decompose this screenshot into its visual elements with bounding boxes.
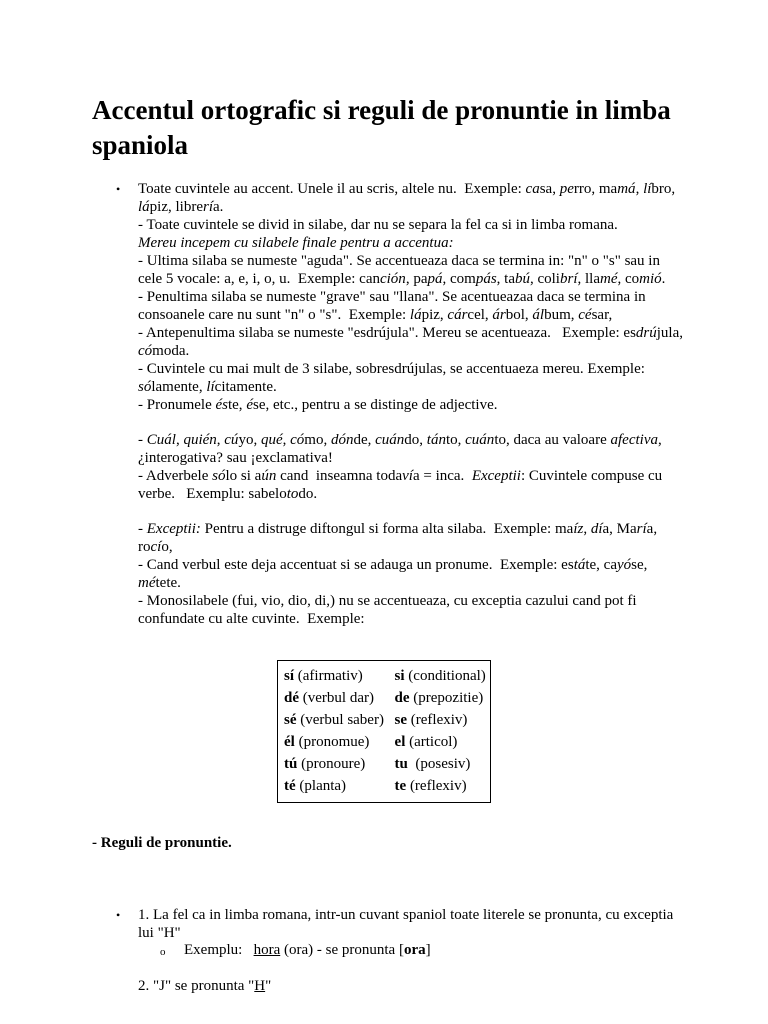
bullet-marker: • [116, 182, 121, 196]
word-meaning: (conditional) [404, 668, 486, 684]
word-meaning: (reflexiv) [406, 778, 467, 794]
table-row [278, 661, 491, 688]
table-cell [389, 731, 491, 753]
table-cell [278, 661, 389, 688]
accent-word: él [284, 734, 295, 750]
accent-word: te [394, 778, 407, 794]
section-title: - Reguli de pronuntie. [92, 835, 232, 851]
pronunciation-rule-1: 1. La fel ca in limba romana, intr-un cuvant spaniol toate literele se pronunta, cu exceptia lui "H" [138, 907, 674, 941]
table-row [278, 775, 491, 803]
table-cell [389, 775, 491, 803]
accent-word: se [394, 712, 408, 728]
accent-word: dé [284, 690, 299, 706]
word-meaning: (posesiv) [407, 756, 471, 772]
accent-word: de [394, 690, 410, 706]
accent-word: si [394, 668, 405, 684]
table-cell [389, 753, 491, 775]
table-row [278, 687, 491, 709]
table-cell [278, 731, 389, 753]
word-meaning: (articol) [405, 734, 458, 750]
table-cell [389, 709, 491, 731]
accent-word: el [394, 734, 406, 750]
word-meaning: (pronoure) [297, 756, 366, 772]
esdrujula-rule: - Antepenultima silaba se numeste "esdrújula". Mereu se acentueaza. Exemple: esdrújula, cómoda. [138, 325, 683, 359]
word-meaning: (afirmativ) [294, 668, 363, 684]
bullet-marker: • [116, 908, 121, 922]
grave-rule: - Penultima silaba se numeste "grave" sau "llana". Se acentueazaa daca se termina in consoanele care nu sunt "n" o "s". Exemple: lápiz, cárcel, árbol, álbum, césar, [138, 289, 646, 323]
syllable-note: Mereu incepem cu silabele finale pentru a accentua: [138, 235, 454, 251]
word-meaning: (pronomue) [294, 734, 370, 750]
aguda-rule: - Ultima silaba se numeste "aguda". Se accentueaza daca se termina in: "n" o "s" sau in cele 5 vocale: a, e, i, o, u. Exemple: canción, papá, compás, tabú, colibrí, llamé, comió. [138, 253, 666, 287]
interrogative-rule: - Cuál, quién, cúyo, qué, cómo, dónde, cuándo, tánto, cuánto, daca au valoare afectiva, ¿interogativa? sau ¡exclamativa! [138, 432, 662, 466]
underlined-letter: H [254, 978, 266, 994]
monosyllable-table [277, 660, 491, 803]
intro-line: Toate cuvintele au accent. Unele il au scris, altele nu. Exemple: casa, perro, mamá, líbro, lápiz, librería. [138, 181, 676, 215]
accent-rules-list [138, 180, 683, 628]
accent-word: tu [394, 756, 408, 772]
word-meaning: (prepozitie) [409, 690, 484, 706]
diphthong-rule: - Exceptii: Pentru a distruge diftongul si forma alta silaba. Exemple: maíz, día, María, rocío, [138, 521, 658, 555]
table-cell [389, 687, 491, 709]
table-cell [278, 775, 389, 803]
page-title: Accentul ortografic si reguli de pronuntie in limba spaniola [92, 95, 671, 160]
accent-word: té [284, 778, 296, 794]
pronunciation-rule-2: 2. "J" se pronunta "H" [138, 978, 272, 994]
syllable-line: - Toate cuvintele se divid in silabe, dar nu se separa la fel ca si in limba romana. [138, 217, 618, 233]
table-row [278, 753, 491, 775]
verb-pronoun-rule: - Cand verbul este deja accentuat si se adauga un pronume. Exemple: estáte, cayóse, métete. [138, 557, 648, 591]
word-meaning: (planta) [295, 778, 347, 794]
rule1-example: Exemplu: hora (ora) - se pronunta [ora] [184, 942, 431, 958]
sub-bullet-marker: o [160, 946, 166, 958]
table-row [278, 709, 491, 731]
accent-word: sé [284, 712, 297, 728]
word-meaning: (reflexiv) [407, 712, 468, 728]
adverb-rule: - Adverbele sólo si aún cand inseamna todavía = inca. Exceptii: Cuvintele compuse cu verbe. Exemplu: sabelotodo. [138, 468, 663, 502]
table-row [278, 731, 491, 753]
table-cell [278, 753, 389, 775]
underlined-word: hora [253, 942, 281, 958]
accent-word: tú [284, 756, 298, 772]
accent-word: sí [284, 668, 295, 684]
pronoun-rule: - Pronumele éste, ése, etc., pentru a se distinge de adjective. [138, 397, 498, 413]
table-cell [389, 661, 491, 688]
table-cell [278, 709, 389, 731]
word-meaning: (verbul saber) [296, 712, 384, 728]
word-meaning: (verbul dar) [299, 690, 374, 706]
monosyllable-rule: - Monosilabele (fui, vio, dio, di,) nu se accentueaza, cu exceptia cazului cand pot fi confundate cu alte cuvinte. Exemple: [138, 593, 637, 627]
sobresdrujula-rule: - Cuvintele cu mai mult de 3 silabe, sobresdrújulas, se accentuaeza mereu. Exemple: sólamente, lícitamente. [138, 361, 645, 395]
pronunciation: ora [403, 942, 426, 958]
table-cell [278, 687, 389, 709]
